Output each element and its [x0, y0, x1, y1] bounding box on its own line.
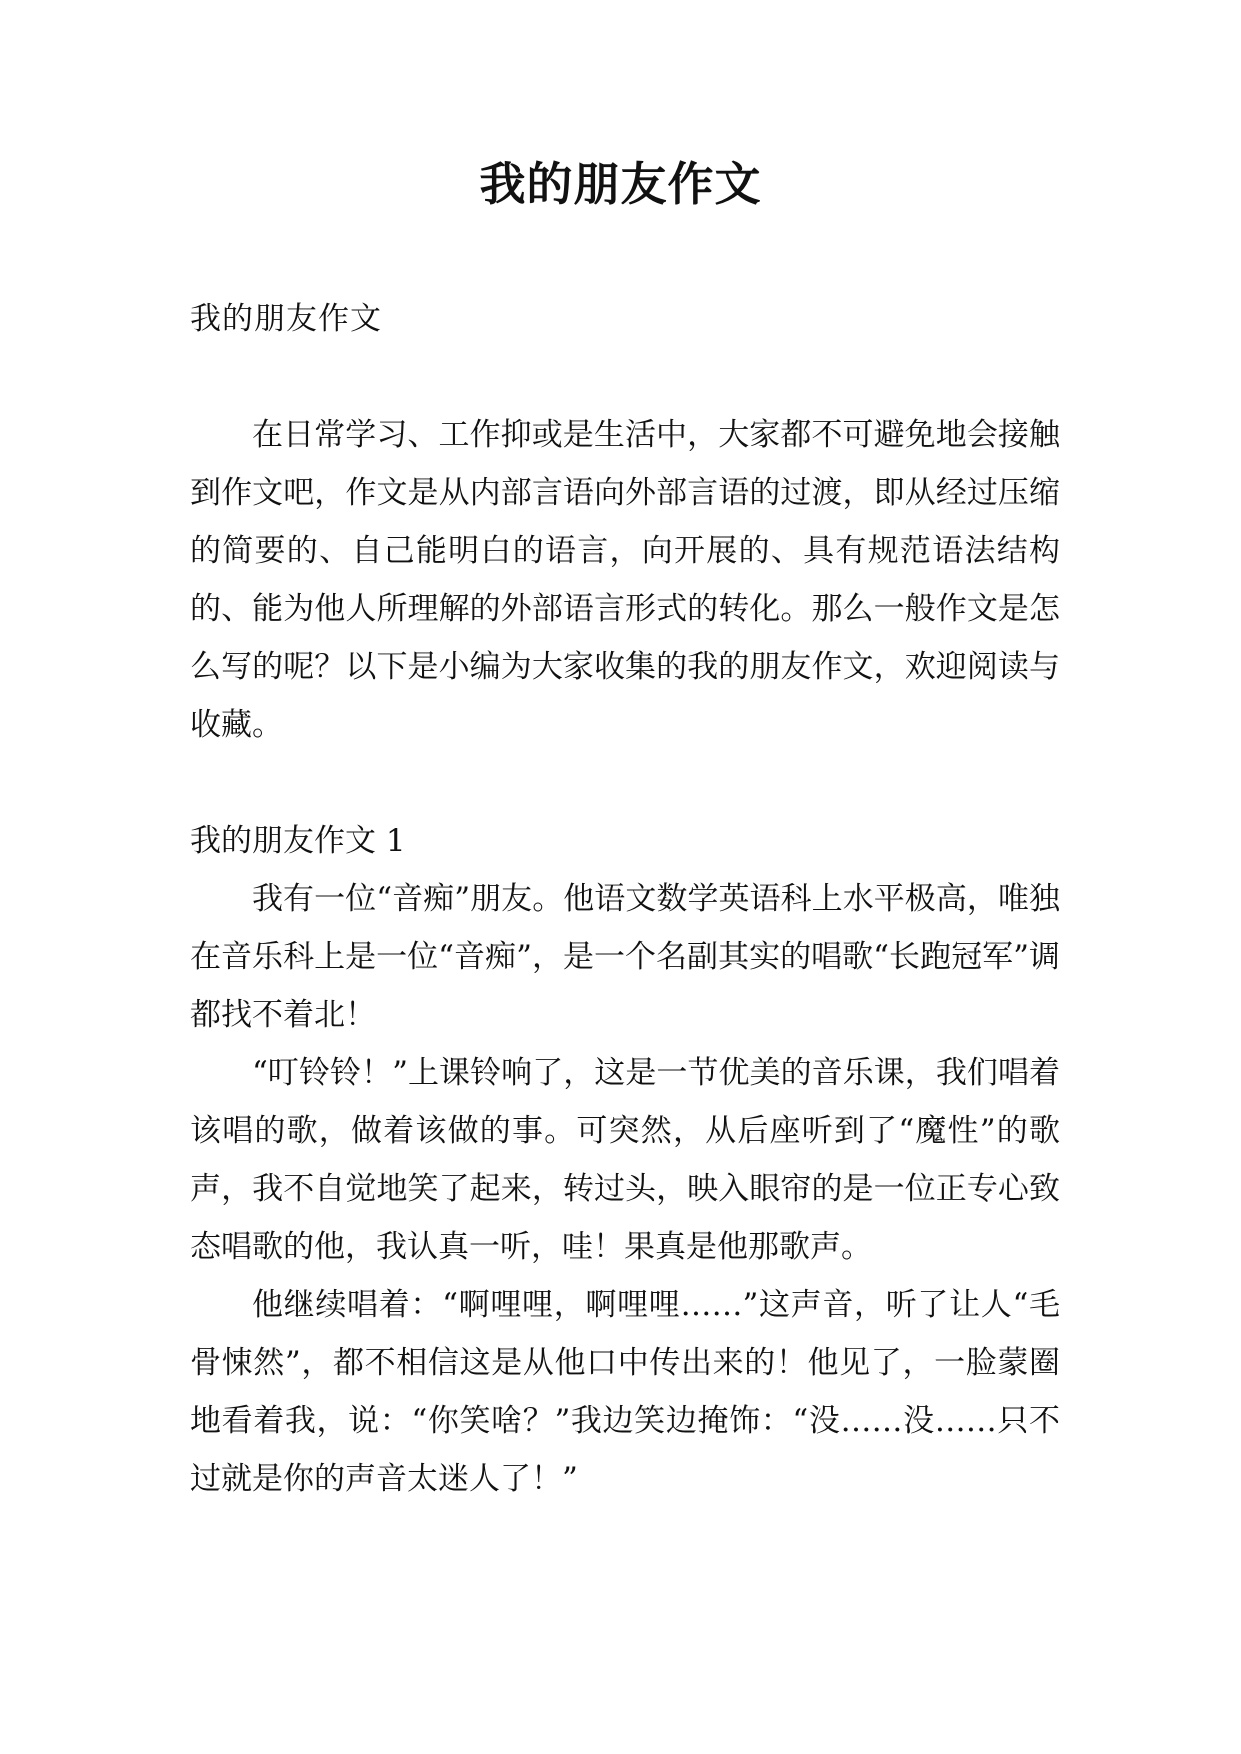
- body-paragraph: “叮铃铃！”上课铃响了，这是一节优美的音乐课，我们唱着该唱的歌，做着该做的事。可突然，从后座听到了“魔性”的歌声，我不自觉地笑了起来，转过头，映入眼帘的是一位正专心致态唱歌的他，我认真一听，哇！果真是他那歌声。: [190, 1055, 1060, 1265]
- spacer: [190, 348, 1060, 406]
- document-subtitle: 我的朋友作文: [190, 301, 382, 337]
- document-body: [190, 290, 1060, 1508]
- intro-paragraph: 在日常学习、工作抑或是生活中，大家都不可避免地会接触到作文吧，作文是从内部言语向外部言语的过渡，即从经过压缩的简要的、自己能明白的语言，向开展的、具有规范语法结构的、能为他人所理解的外部语言形式的转化。那么一般作文是怎么写的呢？以下是小编为大家收集的我的朋友作文，欢迎阅读与收藏。: [190, 417, 1060, 743]
- body-paragraph: 我有一位“音痴”朋友。他语文数学英语科上水平极高，唯独在音乐科上是一位“音痴”，是一个名副其实的唱歌“长跑冠军”调都找不着北！: [190, 881, 1060, 1033]
- section-heading: 我的朋友作文 1: [190, 823, 406, 859]
- document-title: 我的朋友作文: [479, 157, 762, 211]
- spacer: [190, 754, 1060, 812]
- body-paragraph: 他继续唱着：“啊哩哩，啊哩哩……”这声音，听了让人“毛骨悚然”，都不相信这是从他口中传出来的！他见了，一脸蒙圈地看着我，说：“你笑啥？”我边笑边掩饰：“没……没……只不过就是你的声音太迷人了！”: [190, 1287, 1060, 1497]
